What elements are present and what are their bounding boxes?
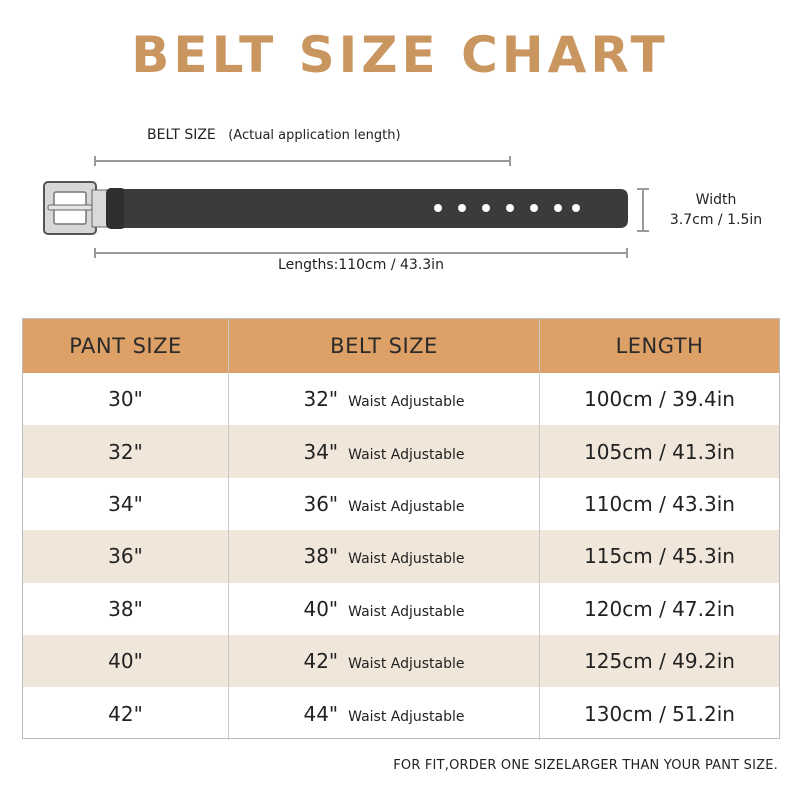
header-pant-size: PANT SIZE <box>23 319 229 373</box>
belt-size-value: 44" <box>303 701 339 726</box>
belt-size-cell <box>229 478 540 530</box>
belt-size-note: Waist Adjustable <box>348 708 465 725</box>
pant-size-cell: 40" <box>23 635 229 687</box>
belt-size-note: Waist Adjustable <box>348 394 465 411</box>
length-cell: 120cm / 47.2in <box>584 596 735 621</box>
belt-size-cell <box>229 530 540 582</box>
belt-size-subtext: (Actual application length) <box>228 128 401 143</box>
belt-size-note: Waist Adjustable <box>348 498 465 515</box>
footer-note: FOR FIT,ORDER ONE SIZELARGER THAN YOUR PANT SIZE. <box>393 758 778 773</box>
belt-size-cell <box>229 635 540 687</box>
pant-size-cell: 34" <box>23 478 229 530</box>
belt-size-value: 42" <box>303 649 339 674</box>
belt-size-label <box>147 127 401 143</box>
table-row <box>23 530 779 582</box>
belt-size-note: Waist Adjustable <box>348 603 465 620</box>
pant-size-cell: 36" <box>23 530 229 582</box>
belt-size-cell <box>229 373 540 425</box>
table-row <box>23 373 779 425</box>
belt-size-value: 36" <box>303 491 339 516</box>
pant-size-cell: 38" <box>23 583 229 635</box>
length-cell: 115cm / 45.3in <box>584 544 735 569</box>
width-label <box>656 190 776 230</box>
dimension-tick-left-top <box>94 156 96 166</box>
pant-size-cell: 32" <box>23 425 229 477</box>
page-title: BELT SIZE CHART <box>131 26 669 84</box>
belt-size-text: BELT SIZE <box>147 127 216 143</box>
header-length: LENGTH <box>615 334 704 358</box>
belt-size-note: Waist Adjustable <box>348 551 465 568</box>
table-row <box>23 635 779 687</box>
length-cell: 125cm / 49.2in <box>584 649 735 674</box>
width-tick-bottom <box>637 230 649 232</box>
size-table <box>22 318 780 739</box>
belt-size-cell <box>229 583 540 635</box>
belt-size-value: 34" <box>303 439 339 464</box>
dimension-tick-right-top <box>509 156 511 166</box>
width-dimension-line <box>642 188 644 232</box>
length-cell: 110cm / 43.3in <box>584 491 735 516</box>
belt-size-value: 32" <box>303 387 339 412</box>
pant-size-cell: 30" <box>23 373 229 425</box>
table-row <box>23 687 779 739</box>
length-cell: 105cm / 41.3in <box>584 439 735 464</box>
width-label-value: 3.7cm / 1.5in <box>669 212 763 228</box>
belt-size-value: 40" <box>303 596 339 621</box>
belt-strap <box>92 188 628 229</box>
width-label-title: Width <box>695 192 737 208</box>
belt-size-note: Waist Adjustable <box>348 446 465 463</box>
length-cell: 130cm / 51.2in <box>584 701 735 726</box>
header-belt-size: BELT SIZE <box>229 319 540 373</box>
belt-buckle-icon <box>44 182 96 234</box>
table-row <box>23 425 779 477</box>
belt-size-cell <box>229 687 540 739</box>
belt-length-dimension-line <box>95 252 627 254</box>
table-row <box>23 583 779 635</box>
table-row <box>23 478 779 530</box>
belt-size-value: 38" <box>303 544 339 569</box>
length-cell: 100cm / 39.4in <box>584 387 735 412</box>
length-label: Lengths:110cm / 43.3in <box>278 257 444 273</box>
belt-size-cell <box>229 425 540 477</box>
belt-size-dimension-line <box>95 160 510 162</box>
table-header-row <box>23 319 779 373</box>
belt-illustration <box>40 176 640 240</box>
pant-size-cell: 42" <box>23 687 229 739</box>
belt-size-note: Waist Adjustable <box>348 656 465 673</box>
width-tick-top <box>637 188 649 190</box>
